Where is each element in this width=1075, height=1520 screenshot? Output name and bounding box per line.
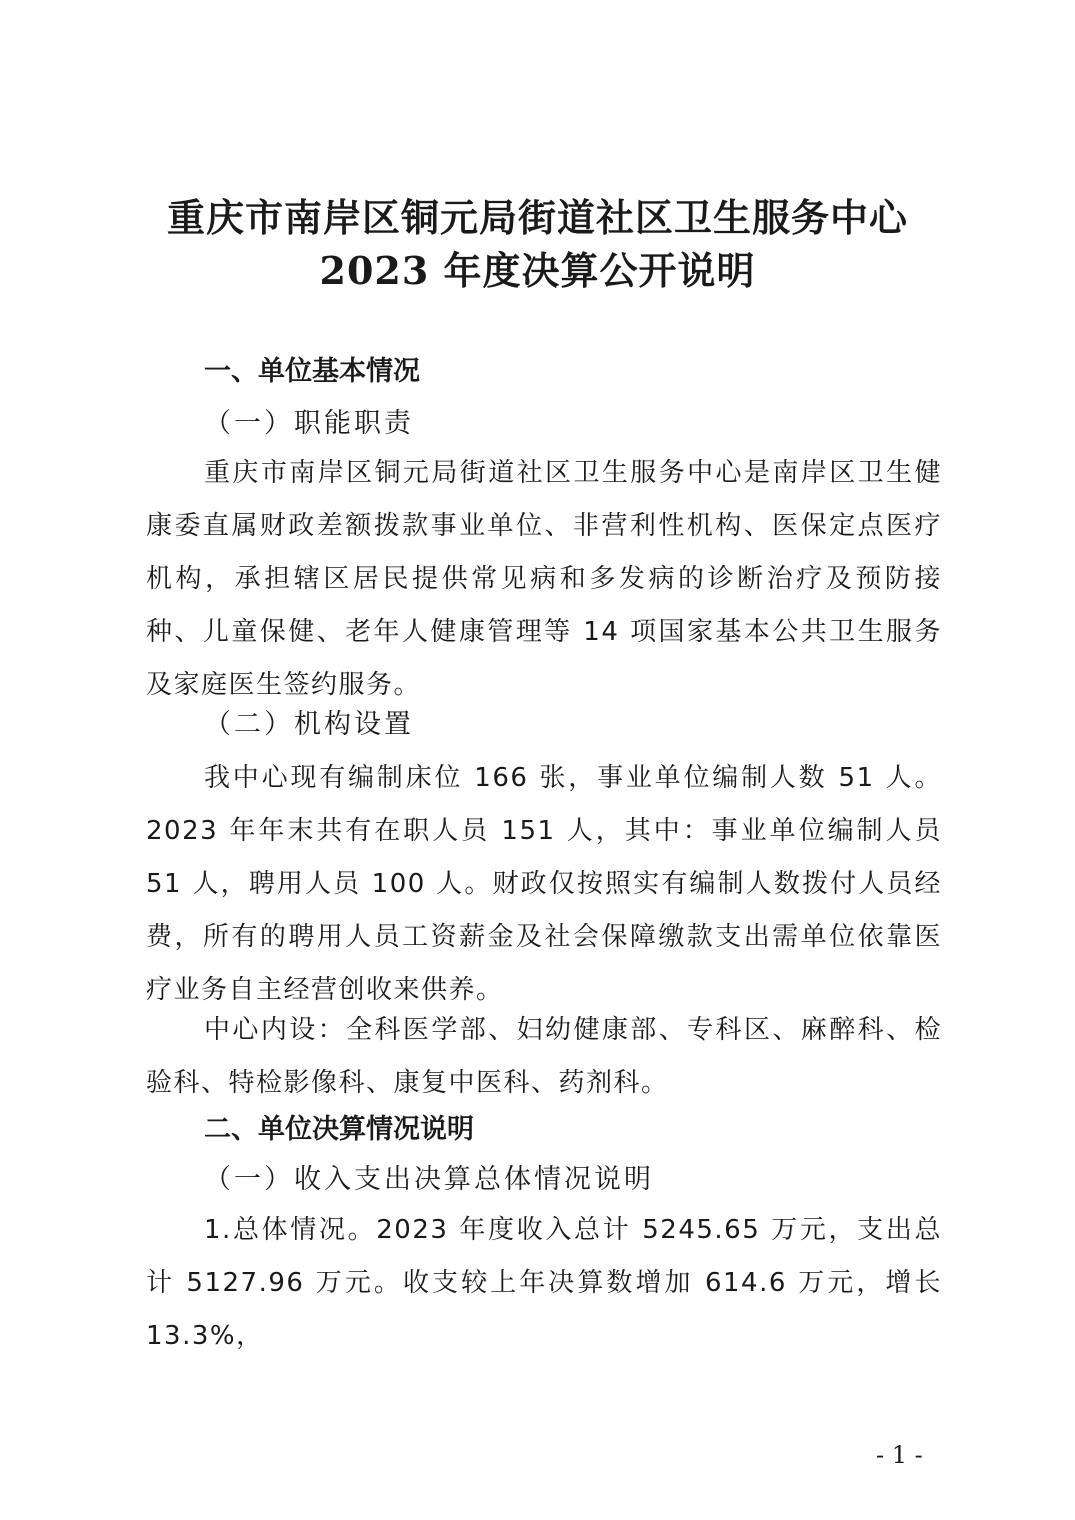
section1-sub2-heading: （二）机构设置: [204, 709, 414, 740]
page-number: - 1 -: [876, 1441, 923, 1469]
section2-heading: 二、单位决算情况说明: [204, 1114, 474, 1145]
section1-sub1-heading: （一）职能职责: [204, 408, 414, 439]
section1-sub2-paragraph1: 我中心现有编制床位 166 张，事业单位编制人数 51 人。2023 年年末共有在职人员 151 人，其中：事业单位编制人员 51 人，聘用人员 100 人。财政仅按照实有编制人数拨付人员经费，所有的聘用人员工资薪金及社会保障缴款支出需单位依靠医疗业务自主经营创收来供养。: [146, 763, 942, 1005]
section1-sub2-paragraph2: 中心内设：全科医学部、妇幼健康部、专科区、麻醉科、检验科、特检影像科、康复中医科、药剂科。: [146, 1015, 942, 1098]
section2-sub1-heading: （一）收入支出决算总体情况说明: [204, 1164, 654, 1195]
section1-heading: 一、单位基本情况: [204, 356, 420, 387]
document-title-line1: 重庆市南岸区铜元局街道社区卫生服务中心: [166, 195, 908, 240]
section2-sub1-paragraph: 1.总体情况。2023 年度收入总计 5245.65 万元，支出总计 5127.96 万元。收支较上年决算数增加 614.6 万元，增长 13.3%，: [146, 1215, 942, 1351]
section1-sub1-paragraph: 重庆市南岸区铜元局街道社区卫生服务中心是南岸区卫生健康委直属财政差额拨款事业单位、非营利性机构、医保定点医疗机构，承担辖区居民提供常见病和多发病的诊断治疗及预防接种、儿童保健、老年人健康管理等 14 项国家基本公共卫生服务及家庭医生签约服务。: [146, 458, 942, 700]
document-title-line2: 2023 年度决算公开说明: [319, 248, 756, 293]
